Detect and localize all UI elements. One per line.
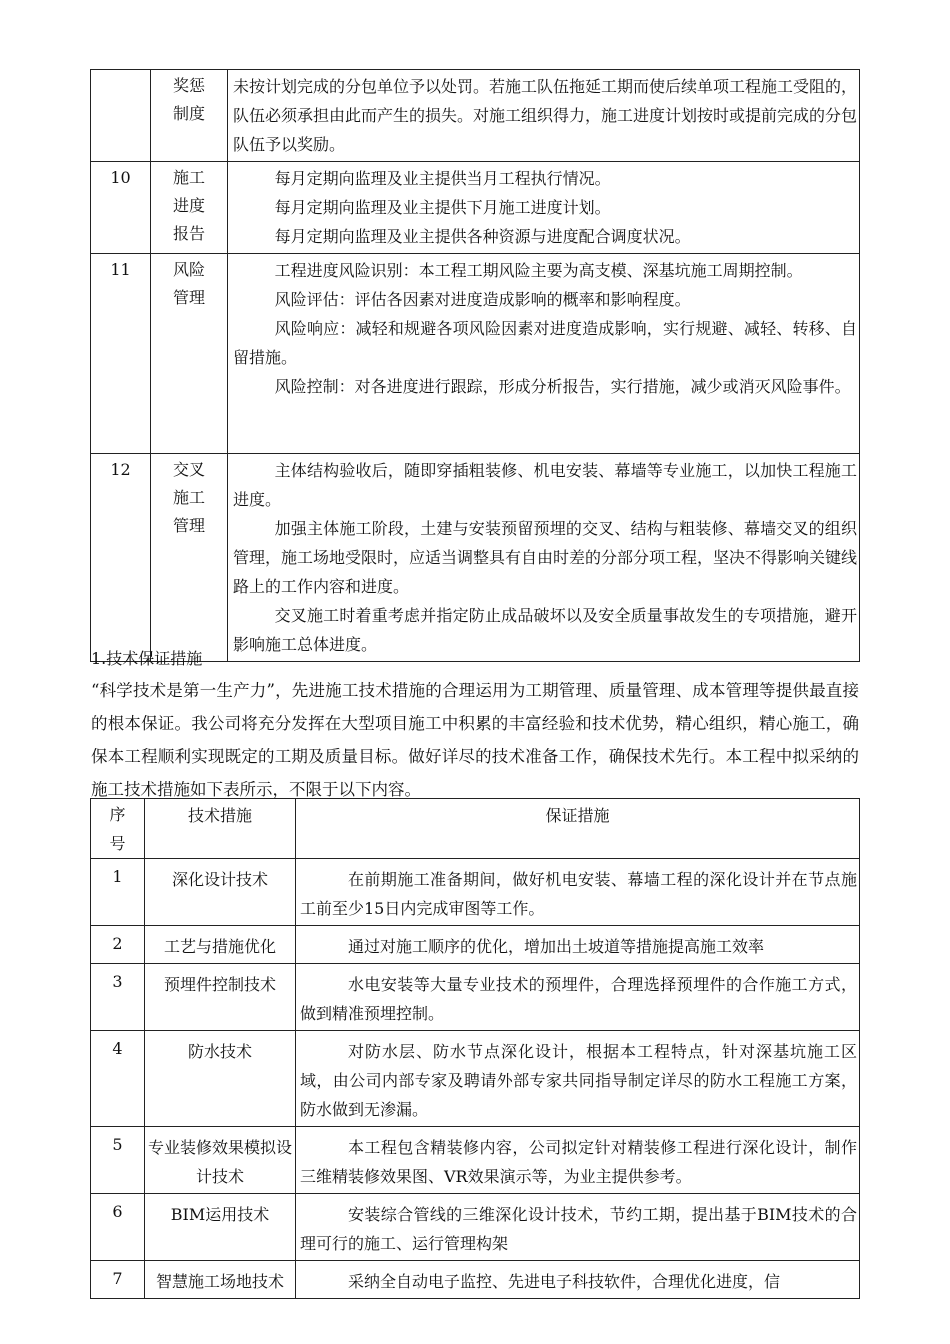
row-number: 11: [91, 254, 151, 454]
table-row: [91, 162, 860, 254]
table-row: [91, 926, 860, 964]
row-guarantee: 水电安装等大量专业技术的预埋件，合理选择预埋件的合作施工方式，做到精准预埋控制。: [296, 964, 860, 1031]
table-row: [91, 454, 860, 662]
row-number: 5: [91, 1127, 145, 1194]
row-guarantee: 安装综合管线的三维深化设计技术，节约工期，提出基于BIM技术的合理可行的施工、运行管理构架: [296, 1194, 860, 1261]
table-row: [91, 70, 860, 162]
section-heading: 1.技术保证措施: [91, 649, 203, 668]
table-row: [91, 1194, 860, 1261]
row-guarantee: 对防水层、防水节点深化设计，根据本工程特点，针对深基坑施工区域，由公司内部专家及聘请外部专家共同指导制定详尽的防水工程施工方案，防水做到无渗漏。: [296, 1031, 860, 1127]
row-number: 6: [91, 1194, 145, 1261]
table-row: [91, 1261, 860, 1299]
table-row: [91, 1031, 860, 1127]
row-number: [91, 70, 151, 162]
row-guarantee: 在前期施工准备期间，做好机电安装、幕墙工程的深化设计并在节点施工前至少15日内完成审图等工作。: [296, 859, 860, 926]
row-number: 2: [91, 926, 145, 964]
table-row: [91, 859, 860, 926]
row-number: 10: [91, 162, 151, 254]
row-tech: BIM运用技术: [145, 1194, 296, 1261]
header-num: 序号: [91, 799, 145, 859]
row-tech: 预埋件控制技术: [145, 964, 296, 1031]
table-row: [91, 254, 860, 454]
row-item: 风险 管理: [151, 254, 228, 454]
row-tech: 深化设计技术: [145, 859, 296, 926]
header-guarantee: 保证措施: [296, 799, 860, 859]
row-number: 1: [91, 859, 145, 926]
row-content: 未按计划完成的分包单位予以处罚。若施工队伍拖延工期而使后续单项工程施工受阻的，队伍必须承担由此而产生的损失。对施工组织得力，施工进度计划按时或提前完成的分包队伍予以奖励。: [228, 70, 860, 162]
row-number: 4: [91, 1031, 145, 1127]
row-guarantee: 通过对施工顺序的优化，增加出土坡道等措施提高施工效率: [296, 926, 860, 964]
schedule-management-table: [90, 69, 860, 662]
header-tech: 技术措施: [145, 799, 296, 859]
table-row: [91, 1127, 860, 1194]
row-tech: 专业装修效果模拟设计技术: [145, 1127, 296, 1194]
technical-measures-table: [90, 798, 860, 1299]
row-content: 每月定期向监理及业主提供当月工程执行情况。 每月定期向监理及业主提供下月施工进度计划。 每月定期向监理及业主提供各种资源与进度配合调度状况。: [228, 162, 860, 254]
table-header-row: [91, 799, 860, 859]
row-number: 7: [91, 1261, 145, 1299]
row-tech: 智慧施工场地技术: [145, 1261, 296, 1299]
row-tech: 防水技术: [145, 1031, 296, 1127]
row-item: 交叉 施工 管理: [151, 454, 228, 662]
row-content: 工程进度风险识别：本工程工期风险主要为高支模、深基坑施工周期控制。 风险评估：评估各因素对进度造成影响的概率和影响程度。 风险响应：减轻和规避各项风险因素对进度造成影响，实行规避、减轻、转移、自留措施。 风险控制：对各进度进行跟踪，形成分析报告，实行措施，减少或消灭风险事件。: [228, 254, 860, 454]
row-guarantee: 本工程包含精装修内容，公司拟定针对精装修工程进行深化设计，制作三维精装修效果图、VR效果演示等，为业主提供参考。: [296, 1127, 860, 1194]
row-number: 12: [91, 454, 151, 662]
row-item: 奖惩 制度: [151, 70, 228, 162]
row-content: 主体结构验收后，随即穿插粗装修、机电安装、幕墙等专业施工，以加快工程施工进度。 加强主体施工阶段，土建与安装预留预埋的交叉、结构与粗装修、幕墙交叉的组织管理，施工场地受限时，应适当调整具有自由时差的分部分项工程，坚决不得影响关键线路上的工作内容和进度。 交叉施工时着重考虑并指定防止成品破坏以及安全质量事故发生的专项措施，避开影响施工总体进度。: [228, 454, 860, 662]
table-row: [91, 964, 860, 1031]
row-item: 施工 进度 报告: [151, 162, 228, 254]
section-paragraph: “科学技术是第一生产力”，先进施工技术措施的合理运用为工期管理、质量管理、成本管理等提供最直接的根本保证。我公司将充分发挥在大型项目施工中积累的丰富经验和技术优势，精心组织，精心施工，确保本工程顺利实现既定的工期及质量目标。做好详尽的技术准备工作，确保技术先行。本工程中拟采纳的施工技术措施如下表所示，不限于以下内容。: [91, 681, 859, 799]
row-guarantee: 采纳全自动电子监控、先进电子科技软件，合理优化进度，信: [296, 1261, 860, 1299]
row-number: 3: [91, 964, 145, 1031]
row-tech: 工艺与措施优化: [145, 926, 296, 964]
